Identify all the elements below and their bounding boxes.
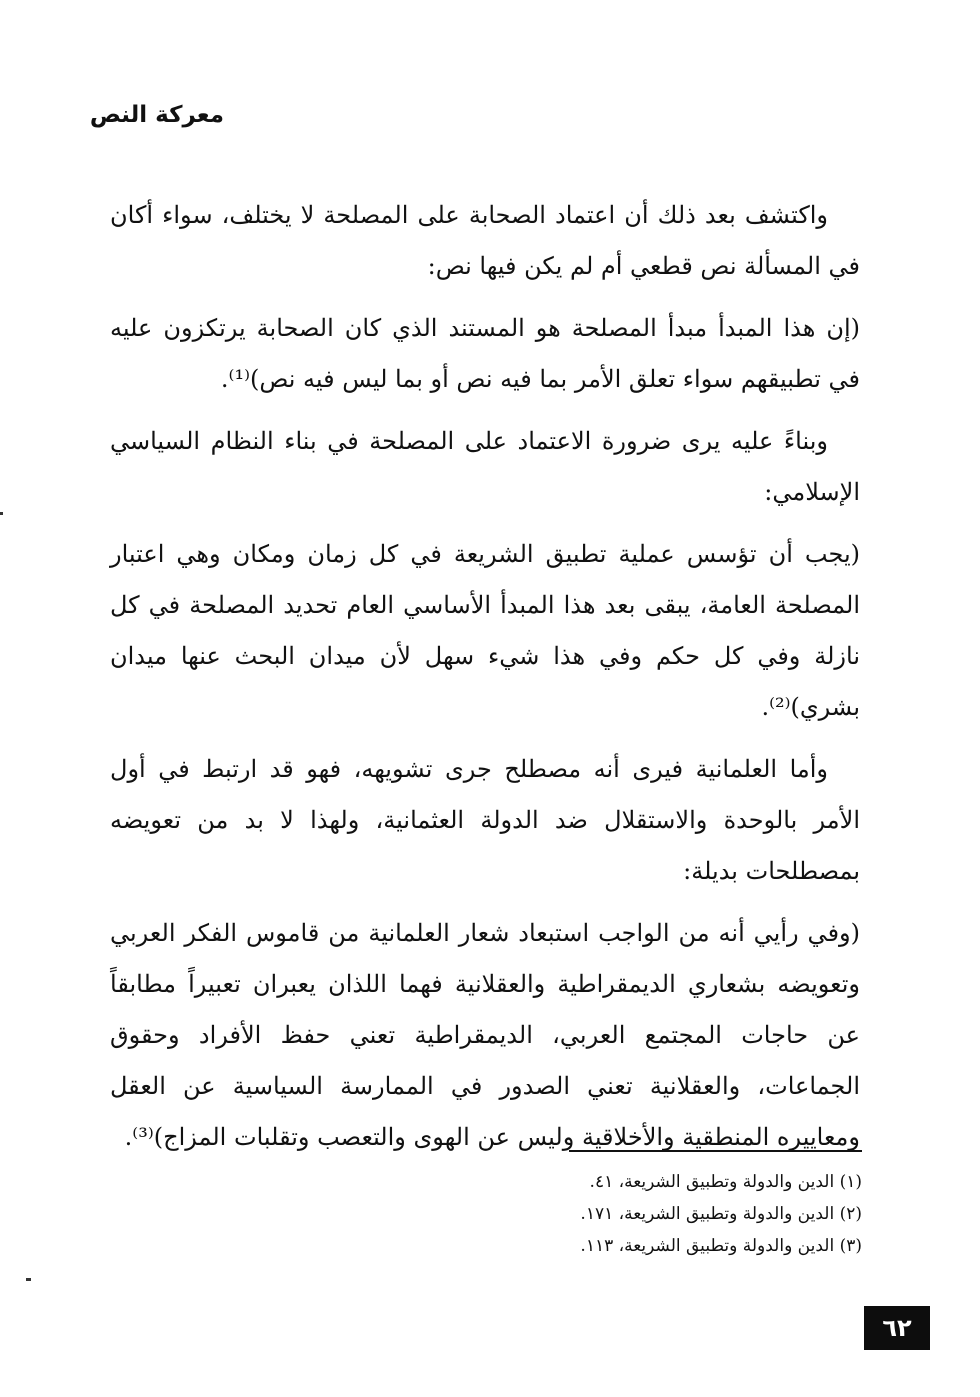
footnote-1: (١) الدين والدولة وتطبيق الشريعة، ٤١.	[589, 1172, 862, 1192]
page-number-badge	[864, 1306, 930, 1350]
paragraph-2: وبناءً عليه يرى ضرورة الاعتماد على المصلحة في بناء النظام السياسي الإسلامي:	[110, 427, 860, 506]
page-number: ٦٢	[882, 1314, 912, 1342]
scan-mark	[0, 512, 3, 515]
scan-mark	[26, 1278, 31, 1281]
quote-paragraph-2: (يجب أن تؤسس عملية تطبيق الشريعة في كل زمان ومكان وهي اعتبار المصلحة العامة، يبقى بعد هذا المبدأ الأساسي العام تحديد المصلحة في كل نازلة وفي كل حكم وفي هذا شيء سهل لأن ميدان البحث عنها ميدان بشري)⁽²⁾.	[110, 540, 860, 721]
footnote-divider	[569, 1150, 862, 1152]
quote-paragraph-3: (وفي رأيي أنه من الواجب استبعاد شعار العلمانية من قاموس الفكر العربي وتعويضه بشعاري الديمقراطية والعقلانية فهما اللذان يعبران تعبيراً مطابقاً عن حاجات المجتمع العربي، الديمقراطية تعني حفظ الأفراد وحقوق الجماعات، والعقلانية تعني الصدور في الممارسة السياسية عن العقل ومعاييره المنطقية والأخلاقية وليس عن الهوى والتعصب وتقلبات المزاج)⁽³⁾.	[110, 919, 860, 1151]
footnote-3: (٣) الدين والدولة وتطبيق الشريعة، ١١٣.	[580, 1236, 862, 1256]
running-head-title: معركة النص	[89, 102, 224, 128]
quote-paragraph-1: (إن هذا المبدأ مبدأ المصلحة هو المستند الذي كان الصحابة يرتكزون عليه في تطبيقهم سواء تعلق الأمر بما فيه نص أو بما ليس فيه نص)⁽¹⁾.	[110, 314, 860, 393]
footnote-2: (٢) الدين والدولة وتطبيق الشريعة، ١٧١.	[580, 1204, 862, 1224]
paragraph-3: وأما العلمانية فيرى أنه مصطلح جرى تشويهه، فهو قد ارتبط في أول الأمر بالوحدة والاستقلال ضد الدولة العثمانية، ولهذا لا بد من تعويضه بمصطلحات بديلة:	[110, 755, 860, 885]
paragraph-1: واكتشف بعد ذلك أن اعتماد الصحابة على المصلحة لا يختلف، سواء أكان في المسألة نص قطعي أم لم يكن فيها نص:	[110, 201, 860, 280]
body-text	[110, 190, 860, 1174]
footnotes	[442, 1166, 862, 1262]
